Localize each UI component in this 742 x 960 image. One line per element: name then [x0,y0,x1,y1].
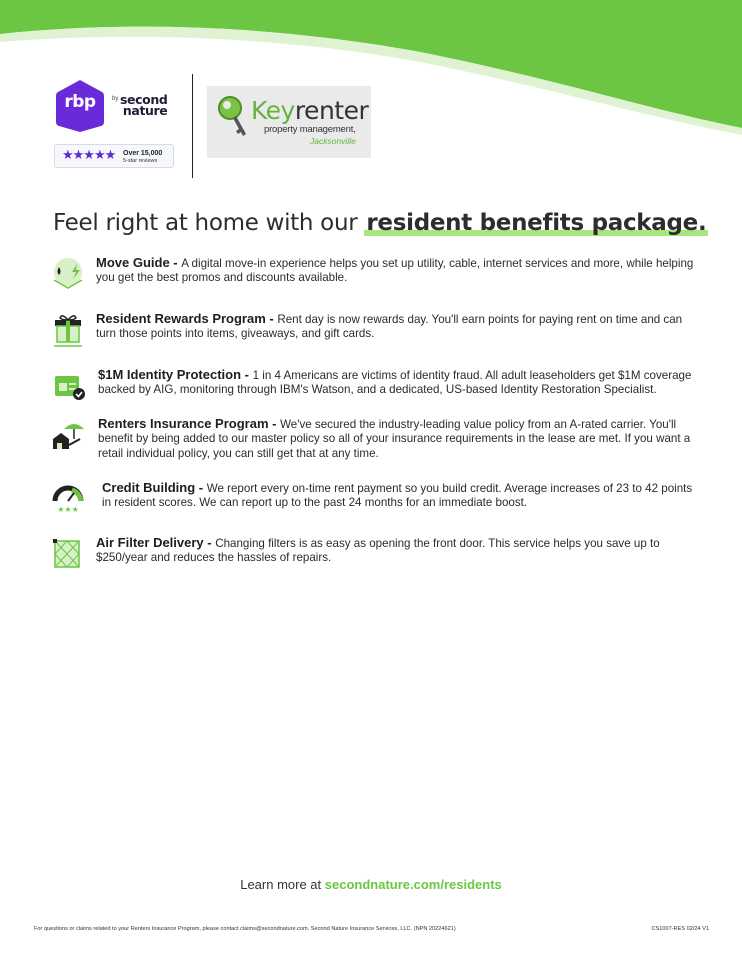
footer-code: CS1007-RES 02/24 V1 [651,926,709,932]
brand-line2: nature [122,103,168,118]
benefit-title: Air Filter Delivery - [96,535,216,550]
benefit-description: We report every on-time rent payment so you build credit. Average increases of 23 to 42 points in resident scores. We can report up to the past 24 months for an immediate boost. [102,482,693,510]
rbp-by-label: by [112,96,119,102]
learn-more-link[interactable]: secondnature.com/residents [324,877,502,892]
gift-icon [50,312,86,348]
footer-disclaimer: For questions or claims related to your Renters Insurance Program, please contact claims@secondnature.com. Second Nature Insurance Services, LLC. (NPN 20224621) [34,926,456,932]
utility-drop-bolt-icon [50,256,86,292]
benefit-description: Changing filters is as easy as opening the front door. This service helps you save up to $250/year and reduces the hassles of repairs. [96,537,660,565]
page-headline [53,210,708,236]
benefit-title: $1M Identity Protection - [98,367,253,382]
keyrenter-city: Jacksonville [310,136,356,146]
id-card-check-icon [50,368,86,404]
header-wave [0,0,742,135]
benefit-title: Credit Building - [102,480,207,495]
rbp-mark: rbp [64,92,96,112]
benefit-title: Resident Rewards Program - [96,311,278,326]
headline-highlight: resident benefits package. [366,210,707,236]
learn-more-prefix: Learn more at [240,877,325,892]
air-filter-icon [50,536,86,572]
second-nature-brand [120,94,167,116]
benefit-description: 1 in 4 Americans are victims of identity fraud. All adult leaseholders get $1M coverage backed by AIG, monitoring through IBM's Watson, and a dedicated, US-based Identity Restoration Specialist. [98,369,692,397]
svg-text:★★★: ★★★ [57,505,79,514]
headline-prefix: Feel right at home with our [53,210,365,236]
keyrenter-wordmark: Keyrenter [251,96,369,125]
keyrenter-subtitle: property management, [264,124,356,135]
umbrella-house-icon [50,417,86,453]
logo-divider [192,74,193,178]
benefit-description: Rent day is now rewards day. You'll earn points for paying rent on time and can turn those points into items, giveaways, and gift cards. [96,313,683,341]
five-star-icon: ★★★★★ [62,147,116,162]
benefit-description: We've secured the industry-leading value policy from an A-rated carrier. You'll benefit by being added to our master policy so all of your insurance requirements in the lease are met. If you want a retail individual policy, you can still get that at any time. [98,418,691,460]
rating-caption: 5-star reviews [123,158,158,164]
key-icon [216,94,256,144]
credit-gauge-icon [50,481,86,517]
keyrenter-logo [207,86,371,158]
benefit-title: Renters Insurance Program - [98,416,281,431]
rating-badge [54,144,174,168]
rating-count: Over 15,000 [123,150,163,157]
brand-line1: second [120,92,168,107]
benefit-title: Move Guide - [96,255,182,270]
learn-more-line [0,877,742,892]
benefit-description: A digital move-in experience helps you set up utility, cable, internet services and more, while helping you get the best promos and discounts available. [96,257,694,285]
